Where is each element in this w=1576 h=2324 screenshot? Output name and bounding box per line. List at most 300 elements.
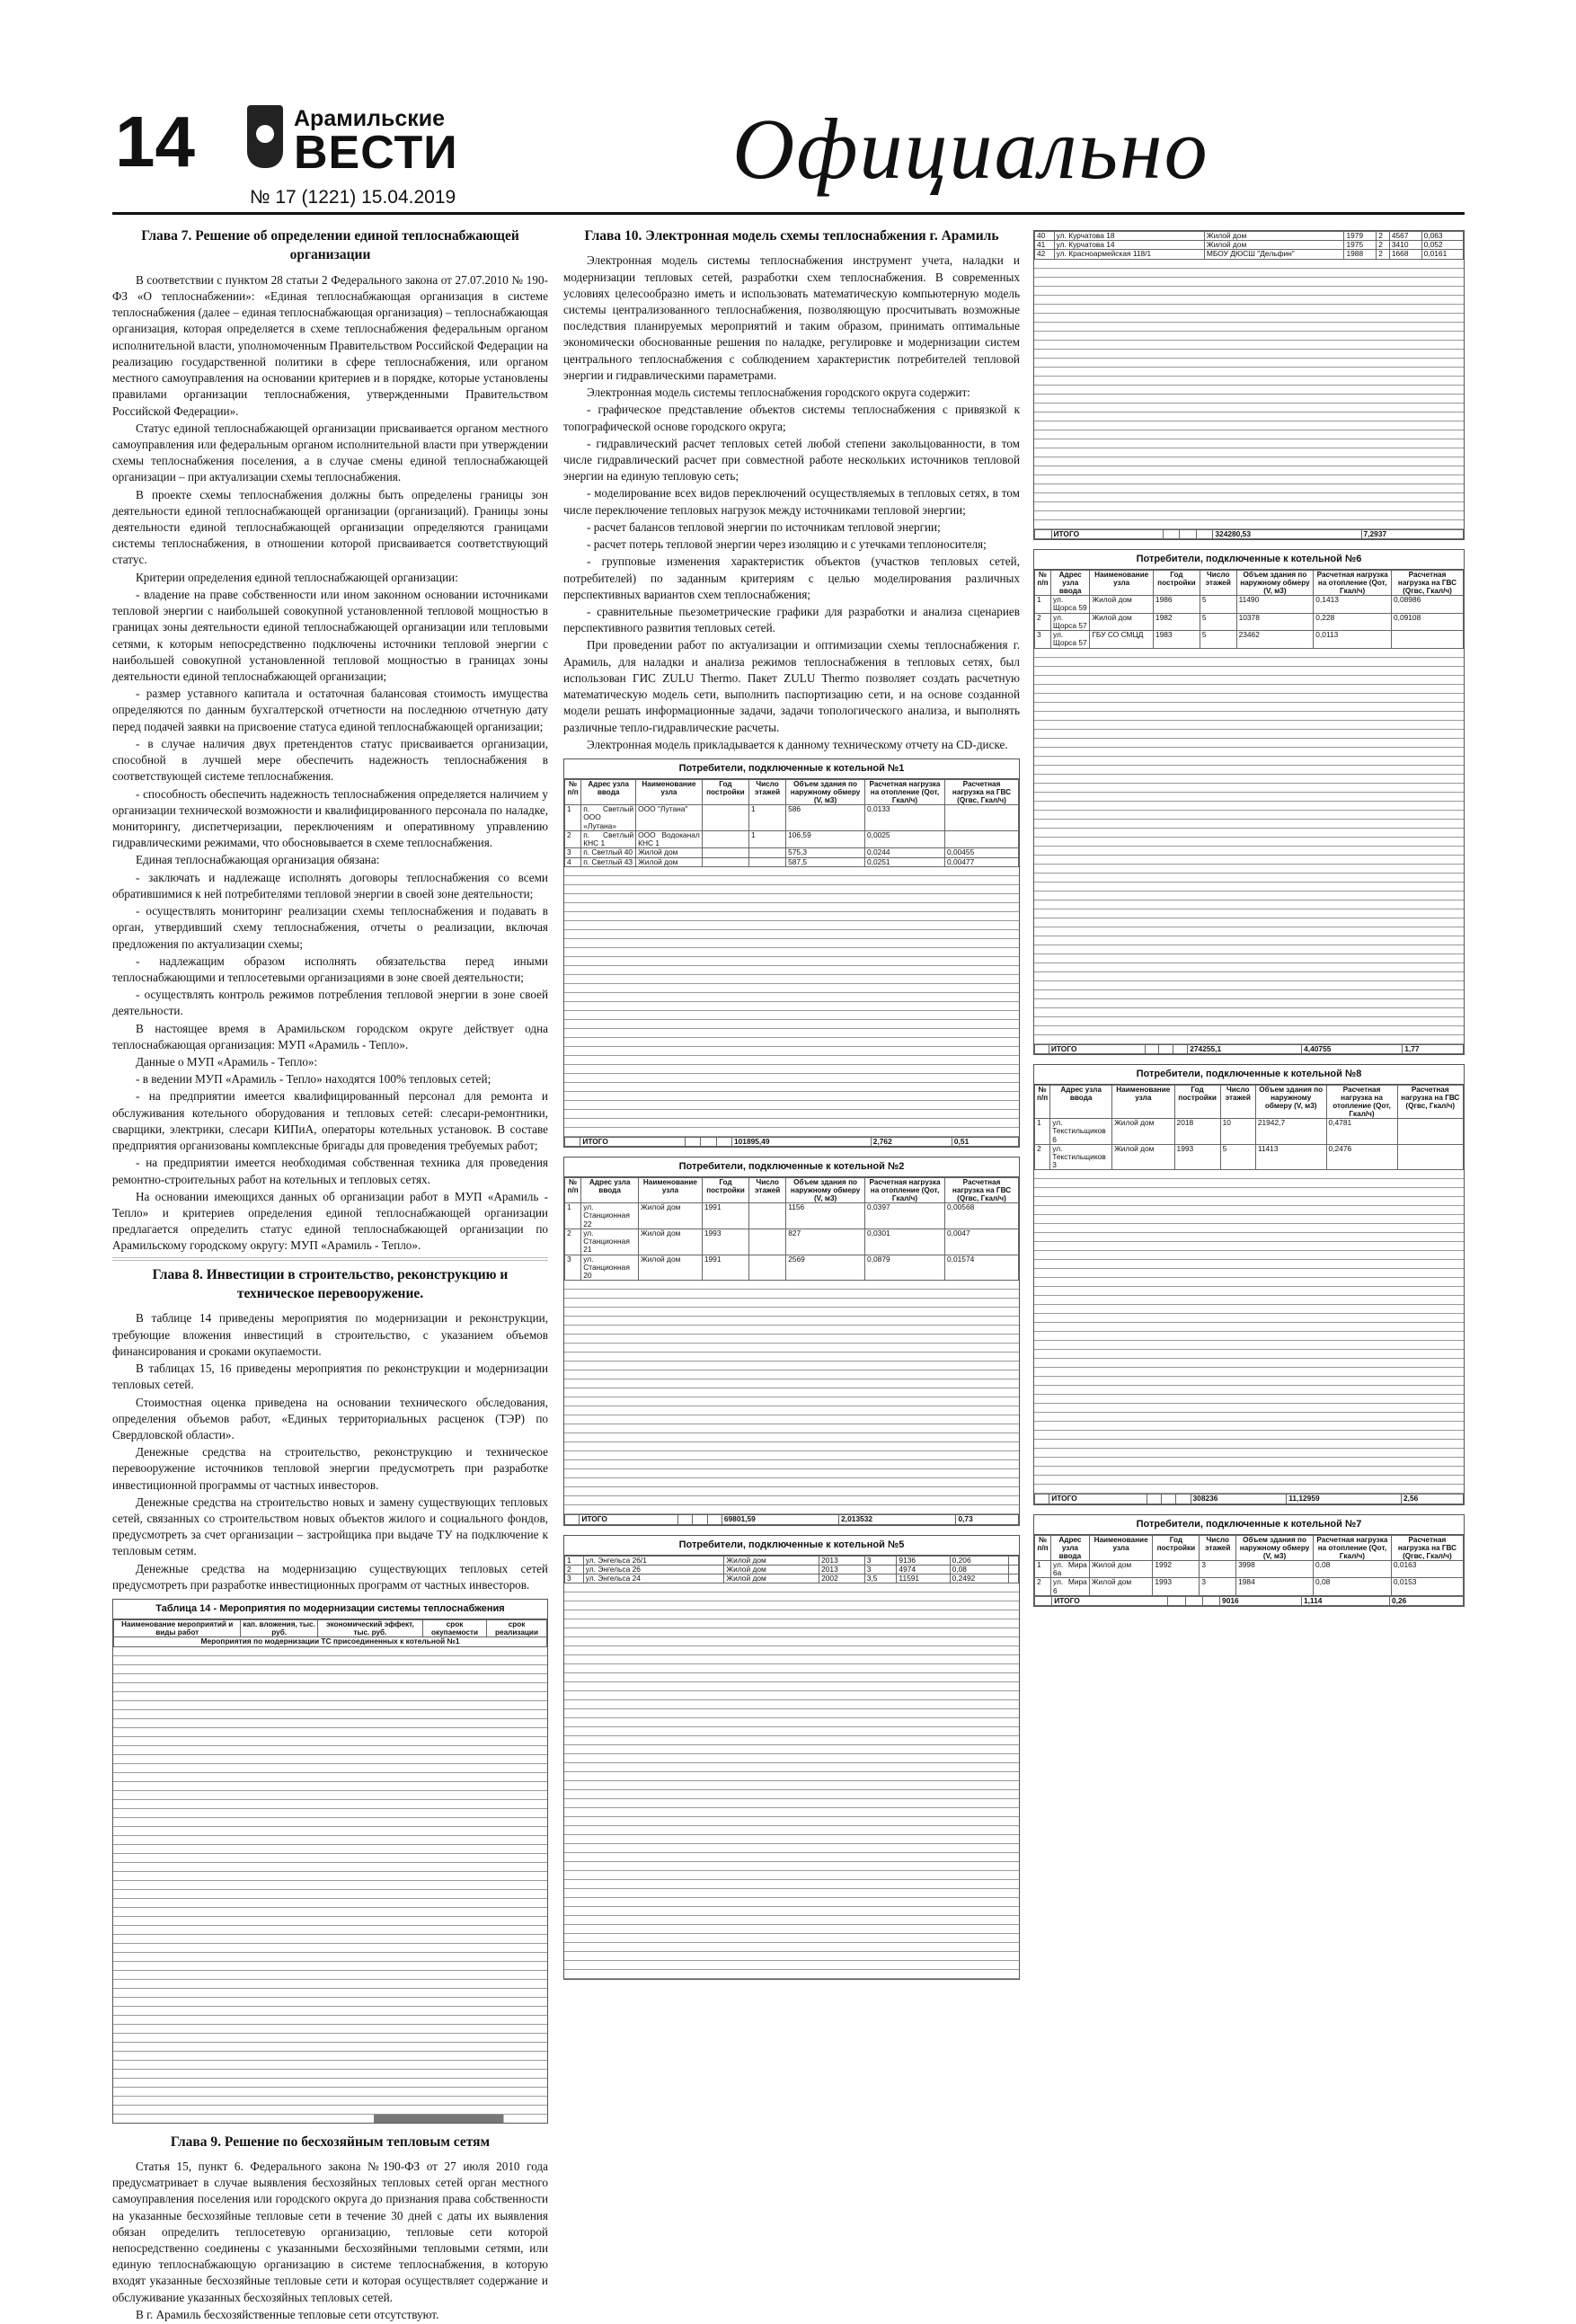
- table-cell: ООО "Лутана": [636, 805, 703, 831]
- table-boiler-8: [1033, 1064, 1465, 1505]
- table-cell: ИТОГО: [1051, 529, 1163, 538]
- table-14-grid: [113, 1619, 547, 1646]
- table-cell: ул. Текстильщиков 6: [1050, 1119, 1112, 1145]
- table-cell: 40: [1035, 232, 1055, 241]
- table-row: [1035, 613, 1464, 630]
- table-cell: [1163, 529, 1180, 538]
- table-cell: Расчетная нагрузка на ГВС (Qгвс, Гкал/ч): [1391, 571, 1463, 596]
- table-cell: ул. Щорса 57: [1050, 631, 1089, 648]
- table-cell: 274255,1: [1188, 1044, 1302, 1053]
- table-cell: кап. вложения, тыс. руб.: [241, 1620, 317, 1637]
- table-cell: 0,08986: [1391, 596, 1463, 613]
- table-cell: ул. Энгельса 24: [583, 1574, 724, 1583]
- paragraph: В таблице 14 приведены мероприятия по модернизации и реконструкции, требующие вложения инвестиций в строительство, с указанием объемов финансирования и сроками окупаемости.: [112, 1311, 548, 1358]
- table-14-section-row: [114, 1637, 547, 1646]
- table-cell: [749, 848, 786, 857]
- table-cell: Число этажей: [1220, 1085, 1255, 1118]
- table-cell: Число этажей: [749, 780, 786, 805]
- table-cell: 0,228: [1314, 613, 1392, 630]
- table-cell: 1991: [702, 1255, 748, 1281]
- table-14-caption: Таблица 14 - Мероприятия по модернизации системы теплоснабжения: [113, 1600, 547, 1619]
- table-cell: 0,0163: [1391, 1560, 1463, 1577]
- table-cell: Жилой дом: [1112, 1119, 1174, 1145]
- table-cell: [1397, 1144, 1463, 1170]
- table-cell: 10: [1220, 1119, 1255, 1145]
- paragraph: Статья 15, пункт 6. Федерального закона №190-ФЗ от 27 июля 2010 года предусматривает в случае выявления бесхозяйных тепловых сетей орган местного самоуправления поселения или городского округа до признания права собственности на указанные бесхозяйные тепловые сети в течение 30 дней с даты их выявления обязан определить теплосетевую организацию, тепловые сети которой непосредственно соединены с указанными бесхозяйными тепловыми сетями, или единую теплоснабжающую организацию в системе теплоснабжения, в которую входят указанные бесхозяйные тепловые сети и которая осуществляет содержание и обслуживание указанных бесхозяйных тепловых сетей.: [112, 2159, 548, 2304]
- table-cell: 2: [1377, 232, 1390, 241]
- table-cell: 0,0251: [864, 857, 944, 866]
- table-cell: 586: [786, 805, 865, 831]
- header-rule: [112, 212, 1465, 215]
- table-boiler-8-title: Потребители, подключенные к котельной №8: [1034, 1065, 1464, 1085]
- table-cell: 21942,7: [1255, 1119, 1326, 1145]
- table-total-row: [1035, 1044, 1464, 1053]
- table-cell: [1202, 1596, 1219, 1605]
- table-cell: Наименование узла: [1089, 1535, 1153, 1560]
- table-row: [565, 1566, 1019, 1574]
- table-cell: 2569: [786, 1255, 865, 1281]
- table-cell: Жилой дом: [639, 1203, 703, 1229]
- column-2: [563, 225, 1020, 1989]
- table-boiler-1-cont-rows: [1034, 260, 1464, 529]
- table-cell: 42: [1035, 250, 1055, 259]
- table-cell: 0,0113: [1314, 631, 1392, 648]
- column-3: [1033, 225, 1465, 1616]
- table-cell: [565, 1137, 580, 1146]
- logo-line1: Арамильские: [294, 106, 446, 131]
- table-row: [1035, 596, 1464, 613]
- table-boiler-7-title: Потребители, подключенные к котельной №7: [1034, 1515, 1464, 1535]
- table-cell: Наименование узла: [1090, 571, 1154, 596]
- table-cell: [1009, 1556, 1019, 1565]
- table-row: [1035, 1578, 1464, 1595]
- table-boiler-1-cont-total: [1034, 529, 1464, 539]
- table-cell: 1983: [1153, 631, 1200, 648]
- table-cell: 11591: [897, 1574, 950, 1583]
- table-boiler-1-rows: [564, 867, 1019, 1137]
- table-cell: ул. Курчатова 18: [1054, 232, 1204, 241]
- table-14-header-row: [114, 1620, 547, 1637]
- table-cell: Расчетная нагрузка на отопление (Qот, Гкал/ч): [865, 1178, 945, 1203]
- table-cell: 2: [1035, 1578, 1051, 1595]
- table-cell: 1991: [702, 1203, 748, 1229]
- table-cell: Жилой дом: [724, 1566, 819, 1574]
- table-cell: Расчетная нагрузка на ГВС (Qгвс, Гкал/ч): [944, 780, 1018, 805]
- table-cell: [565, 1515, 580, 1524]
- table-cell: 0,4781: [1326, 1119, 1397, 1145]
- table-cell: Жилой дом: [1089, 1560, 1153, 1577]
- table-cell: Жилой дом: [1090, 613, 1154, 630]
- table-cell: 3: [864, 1566, 897, 1574]
- table-cell: 5: [1200, 613, 1236, 630]
- table-boiler-6: [1033, 549, 1465, 1055]
- table-cell: 827: [786, 1229, 865, 1255]
- table-cell: [1176, 1495, 1191, 1504]
- table-cell: 3410: [1389, 241, 1421, 250]
- paragraph: - способность обеспечить надежность теплоснабжения определяется наличием у организации технической возможности и квалифицированного персонала по наладке, мониторингу, диспетчеризации, переключениям и оперативному управлению гидравлическими режимами, что обосновывается в схеме теплоснабжения.: [112, 786, 548, 850]
- table-cell: [1180, 529, 1197, 538]
- table-boiler-1-total: [564, 1137, 1019, 1147]
- table-row: [565, 1255, 1019, 1281]
- table-boiler-1-cont: [1033, 230, 1465, 540]
- paragraph: - сравнительные пьезометрические графики для разработки и анализа сценариев перспективного развития тепловых сетей.: [563, 604, 1020, 635]
- table-cell: 5: [1220, 1144, 1255, 1170]
- table-cell: 1986: [1153, 596, 1200, 613]
- table-boiler-1: [563, 758, 1020, 1148]
- table-header-row: [565, 780, 1019, 805]
- table-cell: 1: [1035, 596, 1051, 613]
- table-boiler-2-grid: [564, 1177, 1019, 1281]
- table-cell: 11490: [1236, 596, 1314, 613]
- table-cell: 1993: [1174, 1144, 1220, 1170]
- table-cell: 0,00455: [944, 848, 1018, 857]
- table-row: [1035, 1119, 1464, 1145]
- paragraph: В проекте схемы теплоснабжения должны быть определены границы зон деятельности единой теплоснабжающей организации (организаций). Границы зоны деятельности единой теплоснабжающей организации определяются границами системы теплоснабжения, в отношении которой присваивается соответствующий статус.: [112, 487, 548, 567]
- chapter-10-title: Глава 10. Электронная модель схемы теплоснабжения г. Арамиль: [584, 228, 999, 244]
- table-cell: Жилой дом: [636, 848, 703, 857]
- table-header-row: [1035, 1085, 1464, 1118]
- chapter-10-body: [563, 253, 1020, 753]
- column-1: [112, 225, 548, 2324]
- table-cell: 2,013532: [839, 1515, 956, 1524]
- table-cell: [1185, 1596, 1202, 1605]
- table-cell: 2002: [819, 1574, 865, 1583]
- table-boiler-6-grid: [1034, 570, 1464, 648]
- table-cell: 4: [565, 857, 581, 866]
- table-cell: 7,2937: [1361, 529, 1463, 538]
- table-cell: [1145, 1044, 1159, 1053]
- table-boiler-1-title: Потребители, подключенные к котельной №1: [564, 759, 1019, 779]
- paragraph: Статус единой теплоснабжающей организации присваивается органом местного самоуправления или федеральным органом исполнительной власти при утверждении схемы теплоснабжения поселения, а в случае смены единой теплоснабжающей организации – при актуализации схемы теплоснабжения.: [112, 421, 548, 484]
- table-cell: Жилой дом: [1204, 232, 1344, 241]
- table-boiler-6-total: [1034, 1044, 1464, 1054]
- table-boiler-5-grid: [564, 1556, 1019, 1584]
- paragraph: - в ведении МУП «Арамиль - Тепло» находятся 100% тепловых сетей;: [136, 1072, 491, 1087]
- table-cell: ул. Щорса 59: [1050, 596, 1089, 613]
- table-cell: 1992: [1153, 1560, 1200, 1577]
- table-cell: Адрес узла ввода: [1051, 1535, 1090, 1560]
- table-row: [1035, 250, 1464, 259]
- table-cell: 0,08: [1313, 1578, 1391, 1595]
- table-cell: Наименование мероприятий и виды работ: [114, 1620, 241, 1637]
- table-cell: 1: [749, 805, 786, 831]
- table-cell: 0,00477: [944, 857, 1018, 866]
- table-cell: 23462: [1236, 631, 1314, 648]
- table-cell: 0,0047: [945, 1229, 1019, 1255]
- table-cell: ул. Энгельса 26/1: [583, 1556, 724, 1565]
- paragraph: Стоимостная оценка приведена на основании технического обследования, определения объемов работ, «Единых территориальных расценок (ТЭР) по Свердловской области».: [112, 1395, 548, 1441]
- table-cell: 3: [565, 1255, 581, 1281]
- table-cell: Жилой дом: [1089, 1578, 1153, 1595]
- table-cell: 0,0397: [865, 1203, 945, 1229]
- table-cell: [1035, 529, 1052, 538]
- paragraph: - гидравлический расчет тепловых сетей любой степени закольцованности, в том числе гидравлический расчет при совместной работе нескольких источников тепловой энергии на единую тепловую сеть;: [563, 436, 1020, 483]
- paragraph: - осуществлять мониторинг реализации схемы теплоснабжения и подавать в орган, утвердивший схему теплоснабжения, отчеты о реализации, включая предложения по актуализации схемы;: [112, 904, 548, 951]
- table-cell: 0,51: [952, 1137, 1018, 1146]
- table-cell: 1984: [1236, 1578, 1314, 1595]
- table-cell: 4567: [1389, 232, 1421, 241]
- table-cell: № п/п: [565, 1178, 581, 1203]
- table-cell: [677, 1515, 692, 1524]
- table-row: [565, 1574, 1019, 1583]
- table-cell: 587,5: [786, 857, 865, 866]
- table-cell: 9016: [1220, 1596, 1302, 1605]
- table-boiler-5-title: Потребители, подключенные к котельной №5: [564, 1536, 1019, 1556]
- table-cell: 2: [565, 1229, 581, 1255]
- table-14-rows: [113, 1647, 547, 2115]
- paragraph: Данные о МУП «Арамиль - Тепло»:: [136, 1055, 318, 1069]
- table-boiler-6-title: Потребители, подключенные к котельной №6: [1034, 550, 1464, 570]
- table-cell: ул. Энгельса 26: [583, 1566, 724, 1574]
- table-cell: 1: [749, 830, 786, 847]
- paragraph: Электронная модель системы теплоснабжения инструмент учета, наладки и модернизации тепловых сетей, разработки схем теплоснабжения. В современных условиях целесообразно иметь и использовать математическую компьютерную модель системы централизованного теплоснабжения, позволяющую просчитывать возможные последствия планируемых мероприятий и таким образом, принимать оптимальные экономически обоснованные решения по наладке, регулировке и модернизации систем центрального теплоснабжения с соблюдением характеристик потребителей тепловой энергии и гидравлическими параметрами.: [563, 253, 1020, 382]
- table-cell: ИТОГО: [1049, 1495, 1147, 1504]
- table-cell: 0,08: [950, 1566, 1009, 1574]
- table-total-row: [565, 1137, 1019, 1146]
- table-boiler-7: [1033, 1514, 1465, 1607]
- paragraph: - на предприятии имеется необходимая собственная техника для проведения ремонтно-строительных работ на котельных и тепловых сетях.: [112, 1156, 548, 1186]
- table-cell: МБОУ ДЮСШ "Дельфин": [1204, 250, 1344, 259]
- table-cell: 0,2492: [950, 1574, 1009, 1583]
- table-cell: 575,3: [786, 848, 865, 857]
- table-cell: 0,73: [956, 1515, 1019, 1524]
- table-cell: [1035, 1044, 1049, 1053]
- table-boiler-2-total: [564, 1514, 1019, 1524]
- paragraph: - групповые изменения характеристик объектов (участков тепловых сетей, потребителей) по заданным критериям с целью моделирования различных перспективных вариантов схем теплоснабжения;: [563, 554, 1020, 601]
- table-cell: п. Светлый ООО «Лутана»: [581, 805, 636, 831]
- table-cell: ул. Станционная 21: [581, 1229, 639, 1255]
- table-cell: [1009, 1574, 1019, 1583]
- table-cell: [1391, 631, 1463, 648]
- table-header-row: [1035, 571, 1464, 596]
- table-cell: [1397, 1119, 1463, 1145]
- table-cell: ул. Текстильщиков 3: [1050, 1144, 1112, 1170]
- paragraph: - заключать и надлежаще исполнять договоры теплоснабжения со всеми обратившимися к ней потребителями тепловой энергии в своей зоне деятельности;: [112, 870, 548, 900]
- table-cell: Объем здания по наружному обмеру (V, м3): [1236, 1535, 1314, 1560]
- table-cell: Наименование узла: [1112, 1085, 1174, 1118]
- table-cell: 2: [1035, 1144, 1050, 1170]
- paragraph: - моделирование всех видов переключений осуществляемых в тепловых сетях, в том числе переключение тепловых нагрузок между источниками тепловой энергии;: [563, 486, 1020, 517]
- table-cell: 3: [1200, 1560, 1236, 1577]
- text-fill: [112, 1257, 548, 1263]
- table-cell: [1168, 1596, 1185, 1605]
- table-cell: 11,12959: [1287, 1495, 1402, 1504]
- table-cell: 41: [1035, 241, 1055, 250]
- table-cell: 5: [1200, 596, 1236, 613]
- table-row: [565, 1229, 1019, 1255]
- table-cell: 3: [1035, 631, 1051, 648]
- paragraph: - осуществлять контроль режимов потребления тепловой энергии в зоне своей деятельности.: [112, 988, 548, 1018]
- table-cell: Год постройки: [1153, 571, 1200, 596]
- table-cell: 9136: [897, 1556, 950, 1565]
- table-cell: 2: [565, 830, 581, 847]
- chapter-7-body: [112, 272, 548, 1255]
- table-cell: [685, 1137, 700, 1146]
- table-cell: 0,1413: [1314, 596, 1392, 613]
- table-row: [565, 857, 1019, 866]
- table-cell: Расчетная нагрузка на ГВС (Qгвс, Гкал/ч): [1391, 1535, 1463, 1560]
- table-cell: № п/п: [1035, 1535, 1051, 1560]
- table-cell: Число этажей: [1200, 571, 1236, 596]
- table-cell: 3: [1200, 1578, 1236, 1595]
- table-total-row: [1035, 529, 1464, 538]
- table-cell: 2: [1377, 250, 1390, 259]
- table-cell: 0,09108: [1391, 613, 1463, 630]
- logo-line2: ВЕСТИ: [294, 127, 458, 179]
- table-cell: Жилой дом: [639, 1255, 703, 1281]
- chapter-8-title: Глава 8. Инвестиции в строительство, реконструкцию и техническое перевооружение.: [152, 1266, 509, 1302]
- table-row: [1035, 631, 1464, 648]
- table-cell: срок окупаемости: [423, 1620, 487, 1637]
- table-row: [565, 830, 1019, 847]
- paragraph: На основании имеющихся данных об организации работ в МУП «Арамиль - Тепло» и критериев определения единой теплоснабжающей организации предлагается определить статус единой теплоснабжающей организации по Арамильскому городскому округу: МУП «Арамиль - Тепло».: [112, 1189, 548, 1253]
- paragraph: В г. Арамиль бесхозяйственные тепловые сети отсутствуют.: [136, 2307, 439, 2321]
- table-cell: 0,0244: [864, 848, 944, 857]
- table-cell: Год постройки: [1174, 1085, 1220, 1118]
- table-cell: 1: [1035, 1119, 1050, 1145]
- paragraph: В таблицах 15, 16 приведены мероприятия по реконструкции и модернизации тепловых сетей.: [112, 1362, 548, 1392]
- table-cell: 4974: [897, 1566, 950, 1574]
- table-cell: 2: [1035, 613, 1051, 630]
- table-cell: Год постройки: [702, 780, 748, 805]
- table-cell: Жилой дом: [1090, 596, 1154, 613]
- table-cell: 3: [565, 848, 581, 857]
- table-cell: Жилой дом: [1112, 1144, 1174, 1170]
- table-cell: Расчетная нагрузка на отопление (Qот, Гкал/ч): [1326, 1085, 1397, 1118]
- chapter-7-title: Глава 7. Решение об определении единой теплоснабжающей организации: [141, 228, 519, 263]
- table-cell: 11413: [1255, 1144, 1326, 1170]
- table-cell: 2: [565, 1566, 584, 1574]
- paragraph: - расчет потерь тепловой энергии через изоляцию и с утечками теплоносителя;: [587, 537, 987, 552]
- table-cell: ИТОГО: [1049, 1044, 1145, 1053]
- paragraph: - размер уставного капитала и остаточная балансовая стоимость имущества определяются по данным бухгалтерской отчетности на последнюю отчетную дату перед подачей заявки на присвоение статуса единой теплоснабжающей организации;: [112, 687, 548, 733]
- table-cell: 1993: [1153, 1578, 1200, 1595]
- table-cell: ул. Щорса 57: [1050, 613, 1089, 630]
- table-cell: [749, 1203, 786, 1229]
- table-cell: Число этажей: [749, 1178, 786, 1203]
- table-boiler-7-total: [1034, 1596, 1464, 1606]
- table-cell: [749, 1229, 786, 1255]
- table-cell: 1668: [1389, 250, 1421, 259]
- table-cell: Число этажей: [1200, 1535, 1236, 1560]
- table-cell: ГБУ СО СМЦД: [1090, 631, 1154, 648]
- table-cell: 0,052: [1421, 241, 1463, 250]
- table-cell: 3: [864, 1556, 897, 1565]
- table-cell: [944, 830, 1018, 847]
- paragraph: - в случае наличия двух претендентов статус присваивается организации, способной в лучшей мере обеспечить надежность теплоснабжения в соответствующей системе теплоснабжения.: [112, 736, 548, 784]
- table-cell: [1162, 1495, 1176, 1504]
- paragraph: - графическое представление объектов системы теплоснабжения с привязкой к топографической основе городского округа;: [563, 403, 1020, 433]
- table-boiler-7-grid: [1034, 1535, 1464, 1596]
- table-cell: 101895,49: [731, 1137, 871, 1146]
- table-cell: 1156: [786, 1203, 865, 1229]
- table-cell: 0,2476: [1326, 1144, 1397, 1170]
- table-cell: ул. Станционная 22: [581, 1203, 639, 1229]
- table-cell: срок реализации: [487, 1620, 547, 1637]
- table-header-row: [1035, 1535, 1464, 1560]
- table-cell: Жилой дом: [636, 857, 703, 866]
- paragraph: Электронная модель прикладывается к данному техническому отчету на CD-диске.: [587, 737, 1008, 751]
- table-cell: п. Светлый КНС 1: [581, 830, 636, 847]
- table-boiler-2-title: Потребители, подключенные к котельной №2: [564, 1158, 1019, 1177]
- table-cell: 2: [1377, 241, 1390, 250]
- table-cell: Наименование узла: [639, 1178, 703, 1203]
- table-boiler-1-cont-grid: [1034, 231, 1464, 260]
- table-cell: [1035, 1596, 1052, 1605]
- table-cell: 1: [565, 805, 581, 831]
- table-cell: 3: [565, 1574, 584, 1583]
- paragraph: В соответствии с пунктом 28 статьи 2 Федерального закона от 27.07.2010 № 190-ФЗ «О теплоснабжении»: «Единая теплоснабжающая организация в системе теплоснабжения (далее – единая теплоснабжающая организация) – теплоснабжающая организация, которая определяется в схеме теплоснабжения федеральным органом исполнительной власти, уполномоченным Правительством Российской Федерации на реализацию государственной политики в сфере теплоснабжения, или органом местного самоуправления на основании критериев и в порядке, которые установлены правилами организации теплоснабжения, утвержденными Правительством Российской Федерации».: [112, 272, 548, 418]
- table-cell: 0,0133: [864, 805, 944, 831]
- table-cell: 0,206: [950, 1556, 1009, 1565]
- table-boiler-1-grid: [564, 779, 1019, 867]
- table-cell: Расчетная нагрузка на отопление (Qот, Гкал/ч): [1314, 571, 1392, 596]
- paragraph: - надлежащим образом исполнять обязательства перед иными теплоснабжающими и теплосетевыми организациями в зоне своей деятельности;: [112, 954, 548, 984]
- table-cell: ул. Мира 6: [1051, 1578, 1090, 1595]
- table-cell: Жилой дом: [639, 1229, 703, 1255]
- chapter-9-title: Глава 9. Решение по бесхозяйным тепловым сетям: [170, 2133, 491, 2150]
- table-cell: Расчетная нагрузка на отопление (Qот, Гкал/ч): [864, 780, 944, 805]
- table-cell: [701, 1137, 716, 1146]
- table-row: [565, 805, 1019, 831]
- table-cell: № п/п: [1035, 571, 1051, 596]
- table-cell: Жилой дом: [724, 1556, 819, 1565]
- table-cell: ИТОГО: [1052, 1596, 1168, 1605]
- table-cell: 0,0153: [1391, 1578, 1463, 1595]
- table-cell: п. Светлый 43: [581, 857, 636, 866]
- table-cell: Год постройки: [702, 1178, 748, 1203]
- issue-line: № 17 (1221) 15.04.2019: [250, 187, 456, 208]
- table-cell: [1196, 529, 1213, 538]
- table-cell: 0,08: [1313, 1560, 1391, 1577]
- table-cell: 0,0879: [865, 1255, 945, 1281]
- table-boiler-8-rows: [1034, 1170, 1464, 1494]
- table-cell: № п/п: [565, 780, 581, 805]
- table-cell: Адрес узла ввода: [581, 780, 636, 805]
- table-cell: Адрес узла ввода: [1050, 571, 1089, 596]
- table-cell: ул. Мира 6а: [1051, 1560, 1090, 1577]
- table-cell: 0,0301: [865, 1229, 945, 1255]
- table-cell: [1147, 1495, 1161, 1504]
- table-cell: 1,114: [1301, 1596, 1389, 1605]
- table-cell: Расчетная нагрузка на ГВС (Qгвс, Гкал/ч): [1397, 1085, 1463, 1118]
- paragraph: Денежные средства на строительство, реконструкцию и техническое перевооружение источников тепловой энергии предусмотреть при разработке инвестиционной программы от частных инвесторов.: [112, 1445, 548, 1492]
- table-cell: [702, 830, 748, 847]
- table-cell: [702, 857, 748, 866]
- paragraph: В настоящее время в Арамильском городском округе действует одна теплоснабжающая организация: МУП «Арамиль - Тепло».: [112, 1021, 548, 1051]
- table-cell: Объем здания по наружному обмеру (V, м3): [786, 780, 865, 805]
- table-boiler-2: [563, 1157, 1020, 1526]
- table-total-row: [565, 1515, 1019, 1524]
- table-row: [1035, 1560, 1464, 1577]
- table-cell: № п/п: [1035, 1085, 1050, 1118]
- table-cell: ИТОГО: [580, 1137, 686, 1146]
- table-cell: 2018: [1174, 1119, 1220, 1145]
- table-cell: Наименование узла: [636, 780, 703, 805]
- table-cell: [702, 805, 748, 831]
- table-cell: 308236: [1191, 1495, 1287, 1504]
- table-cell: [749, 857, 786, 866]
- table-cell: 1: [565, 1556, 584, 1565]
- table-boiler-8-grid: [1034, 1085, 1464, 1170]
- table-cell: [944, 805, 1018, 831]
- table-cell: [716, 1137, 731, 1146]
- chapter-9-body: [112, 2159, 548, 2323]
- table-cell: 0,26: [1389, 1596, 1463, 1605]
- table-cell: Адрес узла ввода: [1050, 1085, 1112, 1118]
- table-cell: 1: [565, 1203, 581, 1229]
- paragraph: Денежные средства на строительство новых и замену существующих тепловых сетей, связанных со строительством новых объектов жилого и социального фондов, предусмотреть за счет организации – застройщика при выдаче ТУ на подключение к тепловым сетям.: [112, 1495, 548, 1558]
